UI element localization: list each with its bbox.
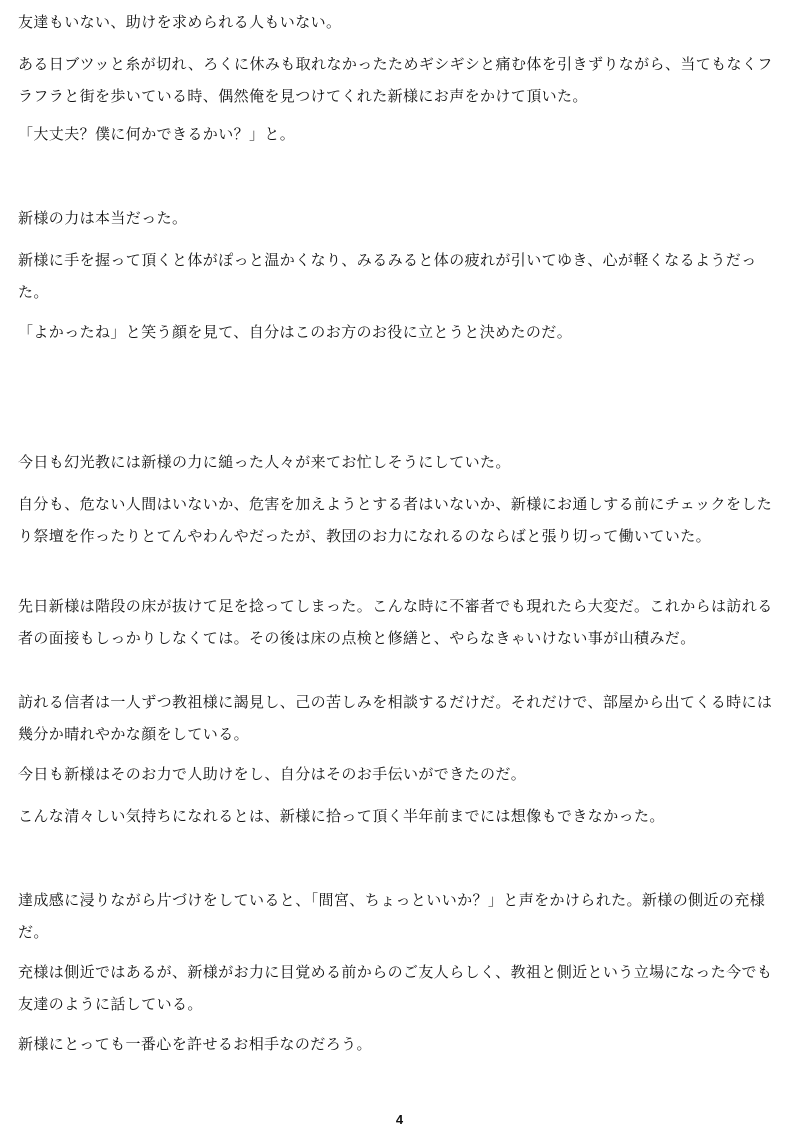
document-page: [18, 0, 786, 1147]
page-number: 4: [395, 1112, 404, 1127]
paragraph-7: 今日も幻光教には新様の力に縋った人々が来てお忙しそうにしていた。: [18, 453, 511, 471]
paragraph-14: 充様は側近ではあるが、新様がお力に目覚める前からのご友人らしく、教祖と側近という立場になった今でも友達のように話している。: [18, 963, 773, 1013]
paragraph-2: ある日ブツッと糸が切れ、ろくに休みも取れなかったためギシギシと痛む体を引きずりながら、当てもなくフラフラと街を歩いている時、偶然俺を見つけてくれた新様にお声をかけて頂いた。: [18, 55, 773, 105]
paragraph-10: 訪れる信者は一人ずつ教祖様に謁見し、己の苦しみを相談するだけだ。それだけで、部屋から出てくる時には幾分か晴れやかな顔をしている。: [18, 693, 773, 743]
paragraph-3: 「大丈夫？僕に何かできるかい？」と。: [18, 125, 296, 143]
paragraph-5: 新様に手を握って頂くと体がぽっと温かくなり、みるみると体の疲れが引いてゆき、心が軽くなるようだった。: [18, 251, 757, 301]
paragraph-8: 自分も、危ない人間はいないか、危害を加えようとする者はいないか、新様にお通しする前にチェックをしたり祭壇を作ったりとてんやわんやだったが、教団のお力になれるのならばと張り切って働いていた。: [18, 495, 773, 545]
paragraph-13: 達成感に浸りながら片づけをしていると、「間宮、ちょっといいか？」と声をかけられた。新様の側近の充様だ。: [18, 891, 766, 941]
paragraph-12: こんな清々しい気持ちになれるとは、新様に拾って頂く半年前までには想像もできなかった。: [18, 807, 665, 825]
paragraph-4: 新様の力は本当だった。: [18, 209, 188, 227]
paragraph-11: 今日も新様はそのお力で人助けをし、自分はそのお手伝いができたのだ。: [18, 765, 527, 783]
paragraph-6: 「よかったね」と笑う顔を見て、自分はこのお方のお役に立とうと決めたのだ。: [18, 323, 573, 341]
paragraph-1: 友達もいない、助けを求められる人もいない。: [18, 13, 342, 31]
paragraph-15: 新様にとっても一番心を許せるお相手なのだろう。: [18, 1035, 372, 1053]
paragraph-9: 先日新様は階段の床が抜けて足を捻ってしまった。こんな時に不審者でも現れたら大変だ。これからは訪れる者の面接もしっかりしなくては。その後は床の点検と修繕と、やらなきゃいけない事が山積みだ。: [18, 597, 773, 647]
